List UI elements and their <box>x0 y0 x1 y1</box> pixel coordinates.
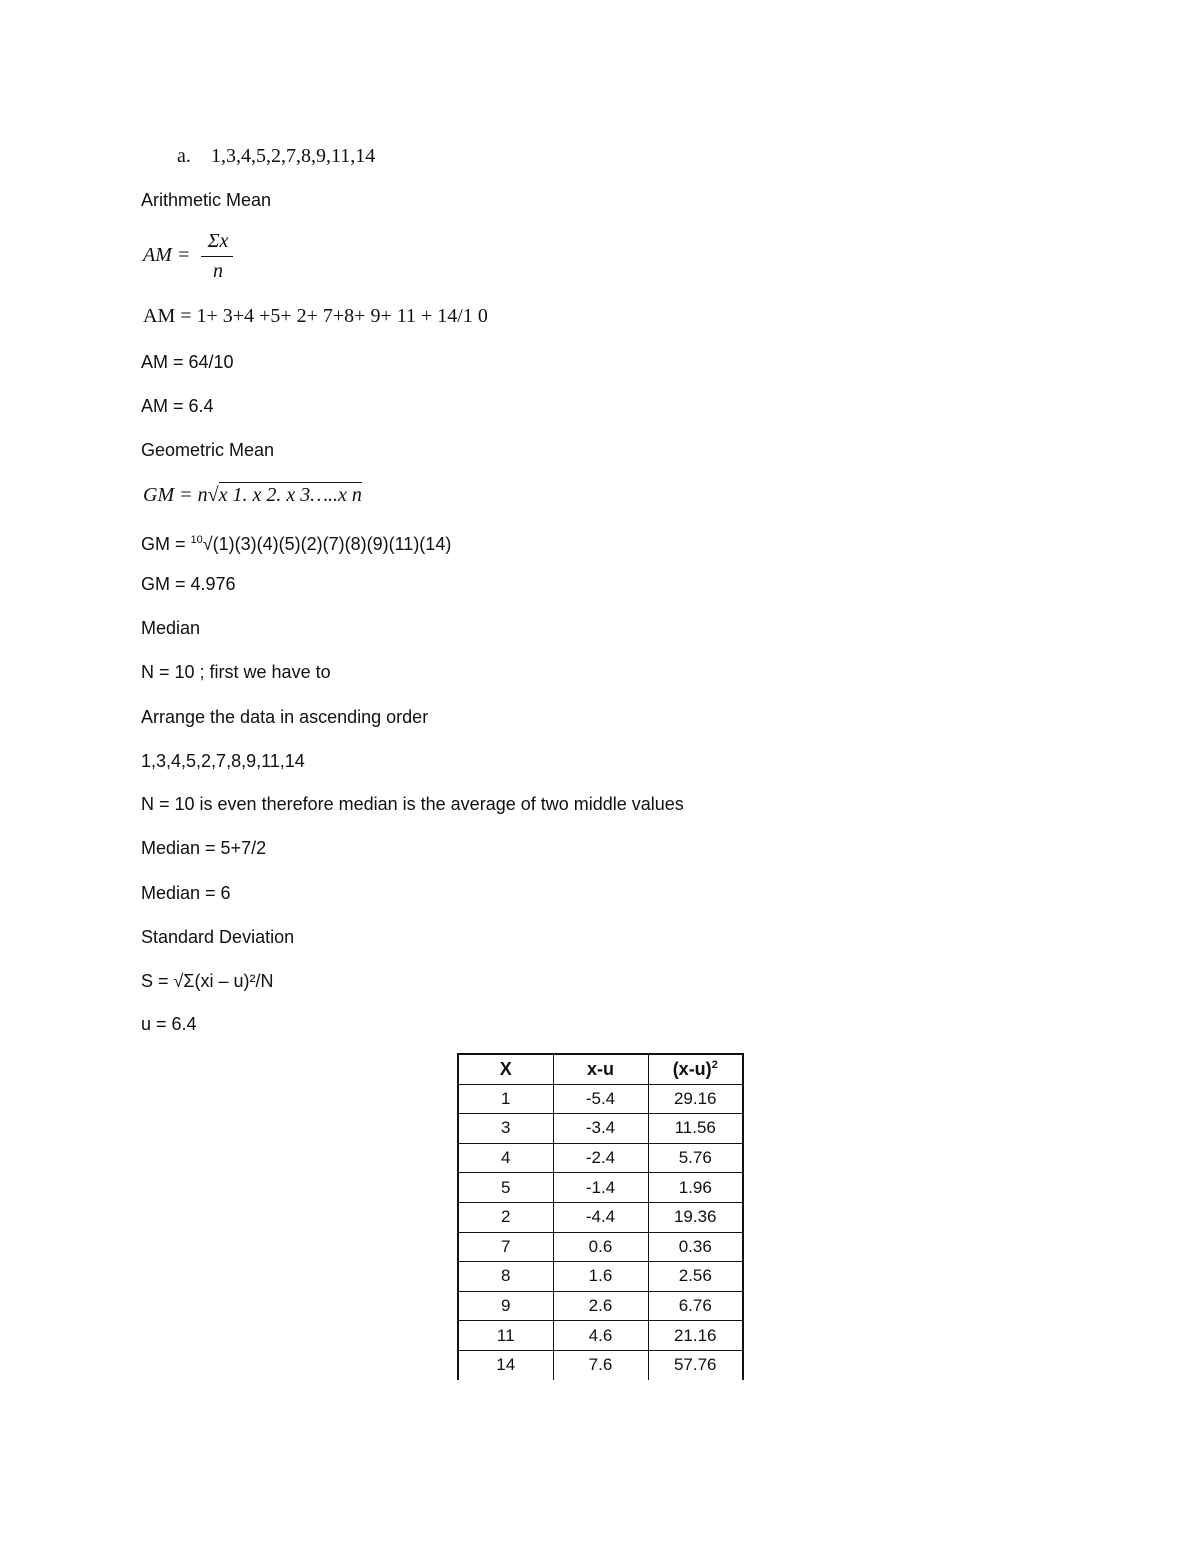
gm-step-2: GM = 4.976 <box>141 574 236 594</box>
am-formula-numerator: Σx <box>207 230 229 252</box>
gm-formula-radicand: x 1. x 2. x 3…..x n <box>218 484 362 506</box>
cell-x-minus-u: 2.6 <box>553 1291 648 1321</box>
median-line-4: N = 10 is even therefore median is the average of two middle values <box>141 794 684 814</box>
cell-squared: 11.56 <box>648 1114 743 1144</box>
gm-step-1 <box>141 529 451 555</box>
cell-squared: 19.36 <box>648 1202 743 1232</box>
header-squared <box>648 1054 743 1084</box>
median-line-3: 1,3,4,5,2,7,8,9,11,14 <box>141 751 305 771</box>
cell-squared: 0.36 <box>648 1232 743 1262</box>
cell-squared: 1.96 <box>648 1173 743 1203</box>
deviation-table <box>457 1053 742 1380</box>
cell-x-minus-u: -1.4 <box>553 1173 648 1203</box>
cell-squared: 6.76 <box>648 1291 743 1321</box>
table-row <box>458 1084 743 1114</box>
geometric-mean-heading: Geometric Mean <box>141 440 275 460</box>
cell-x: 4 <box>458 1143 553 1173</box>
cell-squared: 29.16 <box>648 1084 743 1114</box>
cell-x-minus-u: 4.6 <box>553 1321 648 1351</box>
cell-x: 5 <box>458 1173 553 1203</box>
table-row <box>458 1321 743 1351</box>
header-squared-base: (x-u) <box>672 1058 712 1079</box>
cell-x-minus-u: -2.4 <box>553 1143 648 1173</box>
header-x-minus-u: x-u <box>553 1054 648 1084</box>
cell-x-minus-u: -3.4 <box>553 1114 648 1144</box>
table-row <box>458 1232 743 1262</box>
am-formula-lhs: AM = <box>143 244 191 266</box>
median-line-6: Median = 6 <box>141 883 231 903</box>
gm-formula-prefix: GM = n <box>143 484 208 506</box>
cell-squared: 5.76 <box>648 1143 743 1173</box>
root-index: 10 <box>190 534 203 546</box>
cell-squared: 2.56 <box>648 1262 743 1292</box>
std-dev-heading: Standard Deviation <box>141 927 295 947</box>
cell-x: 3 <box>458 1114 553 1144</box>
median-line-1: N = 10 ; first we have to <box>141 662 331 682</box>
median-heading: Median <box>141 618 201 638</box>
table-row <box>458 1143 743 1173</box>
table-row <box>458 1114 743 1144</box>
am-step-1: AM = 64/10 <box>141 352 234 372</box>
cell-x-minus-u: 1.6 <box>553 1262 648 1292</box>
cell-x: 8 <box>458 1262 553 1292</box>
cell-x: 9 <box>458 1291 553 1321</box>
cell-x-minus-u: 7.6 <box>553 1350 648 1379</box>
median-line-2: Arrange the data in ascending order <box>141 707 429 727</box>
table-row <box>458 1202 743 1232</box>
table-row <box>458 1350 743 1379</box>
data-set: 1,3,4,5,2,7,8,9,11,14 <box>211 145 376 167</box>
cell-x-minus-u: 0.6 <box>553 1232 648 1262</box>
median-line-5: Median = 5+7/2 <box>141 838 267 858</box>
cell-x: 1 <box>458 1084 553 1114</box>
header-x: X <box>458 1054 553 1084</box>
table-header-row <box>458 1054 743 1084</box>
mean-value: u = 6.4 <box>141 1014 197 1034</box>
cell-x: 11 <box>458 1321 553 1351</box>
cell-x-minus-u: -4.4 <box>553 1202 648 1232</box>
am-expansion: AM = 1+ 3+4 +5+ 2+ 7+8+ 9+ 11 + 14/1 0 <box>143 305 488 327</box>
radical-sign: √ <box>207 484 219 506</box>
cell-x: 14 <box>458 1350 553 1379</box>
cell-squared: 57.76 <box>648 1350 743 1379</box>
am-step-2: AM = 6.4 <box>141 396 214 416</box>
am-formula-denominator: n <box>213 260 223 282</box>
table-row <box>458 1291 743 1321</box>
header-squared-exponent: 2 <box>711 1058 718 1071</box>
cell-x: 2 <box>458 1202 553 1232</box>
gm-formula <box>143 482 362 506</box>
cell-squared: 21.16 <box>648 1321 743 1351</box>
fraction-bar <box>201 256 233 257</box>
std-dev-formula: S = √Σ(xi – u)²/N <box>141 971 274 991</box>
table-row <box>458 1173 743 1203</box>
gm-step-1-prefix: GM = <box>141 534 191 554</box>
table-row <box>458 1262 743 1292</box>
list-marker: a. <box>177 145 191 167</box>
cell-x-minus-u: -5.4 <box>553 1084 648 1114</box>
gm-step-1-body: √(1)(3)(4)(5)(2)(7)(8)(9)(11)(14) <box>202 534 452 554</box>
cell-x: 7 <box>458 1232 553 1262</box>
arithmetic-mean-heading: Arithmetic Mean <box>141 190 272 210</box>
